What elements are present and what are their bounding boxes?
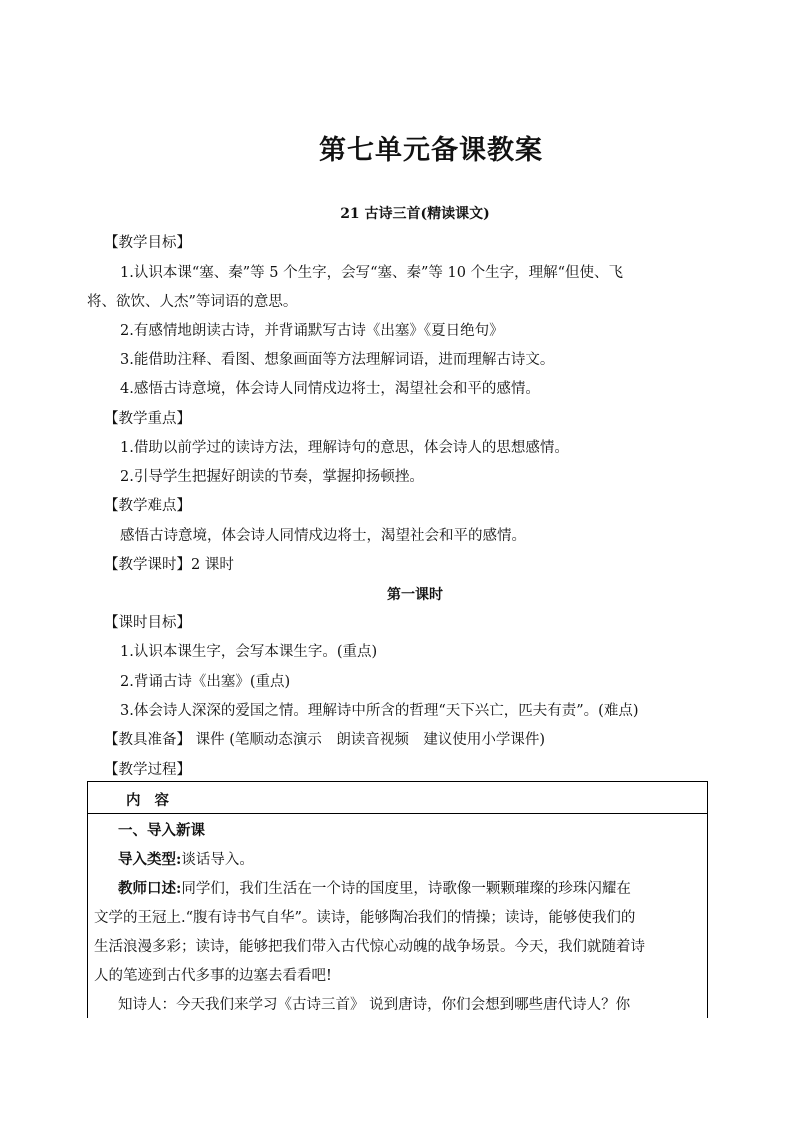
table-header	[88, 782, 707, 814]
period-goals-heading: 【课时目标】	[104, 615, 191, 631]
table-header-label: 内容	[126, 792, 183, 809]
process-heading: 【教学过程】	[104, 762, 191, 778]
difficulties-text: 感悟古诗意境，体会诗人同情戍边将士，渴望社会和平的感情。	[120, 528, 526, 544]
period-goal-item: 2.背诵古诗《出塞》(重点)	[120, 674, 291, 690]
period-goal-item: 1.认识本课生字，会写本课生字。(重点)	[120, 644, 378, 660]
intro-type-label: 导入类型:	[118, 851, 182, 868]
goal-item: 3.能借助注释、看图、想象画面等方法理解词语，进而理解古诗文。	[120, 352, 555, 368]
period-goal-item: 3.体会诗人深深的爱国之情。理解诗中所含的哲理“天下兴亡，匹夫有责”。(难点)	[120, 703, 639, 719]
document-title: 第七单元备课教案	[319, 135, 543, 166]
teacher-speech-line	[118, 879, 728, 899]
goal-item: 2.有感情地朗读古诗，并背诵默写古诗《出塞》《夏日绝句》	[120, 323, 504, 339]
teaching-hours: 【教学课时】2 课时	[104, 557, 234, 573]
teacher-speech-continued: 文学的王冠上.“腹有诗书气自华”。读诗，能够陶冶我们的情操；读诗，能够使我们的	[94, 910, 636, 926]
difficulties-heading: 【教学难点】	[104, 498, 191, 514]
teacher-speech-label: 教师口述:	[118, 880, 182, 897]
process-table	[87, 781, 708, 1018]
period-title: 第一课时	[387, 587, 443, 603]
teacher-speech-continued: 人的笔迹到古代多事的边塞去看看吧!	[94, 968, 332, 984]
lesson-title: 21 古诗三首(精读课文)	[340, 206, 490, 222]
teaching-tools: 【教具准备】 课件 (笔顺动态演示 朗读音视频 建议使用小学课件)	[104, 732, 546, 748]
goal-item: 4.感悟古诗意境，体会诗人同情戍边将士，渴望社会和平的感情。	[120, 381, 540, 397]
key-point-item: 1.借助以前学过的读诗方法，理解诗句的意思，体会诗人的思想感情。	[120, 440, 569, 456]
intro-type-value: 谈话导入。	[181, 852, 254, 868]
goal-item: 将、欲饮、人杰”等词语的意思。	[87, 294, 298, 310]
section-title	[118, 821, 728, 841]
goal-item: 1.认识本课“塞、秦”等 5 个生字，会写“塞、秦”等 10 个生字，理解“但使、飞	[120, 265, 624, 281]
teacher-speech-continued: 生活浪漫多彩；读诗，能够把我们带入古代惊心动魄的战争场景。今天，我们就随着诗	[94, 939, 645, 955]
goals-heading: 【教学目标】	[104, 235, 191, 251]
poet-intro-line: 知诗人：今天我们来学习《古诗三首》 说到唐诗，你们会想到哪些唐代诗人？你	[118, 997, 631, 1013]
teacher-speech-text: 同学们，我们生活在一个诗的国度里，诗歌像一颗颗璀璨的珍珠闪耀在	[181, 881, 631, 897]
key-points-heading: 【教学重点】	[104, 411, 191, 427]
key-point-item: 2.引导学生把握好朗读的节奏，掌握抑扬顿挫。	[120, 469, 424, 485]
section-title-text: 一、导入新课	[118, 822, 205, 839]
intro-type-line	[118, 850, 728, 870]
